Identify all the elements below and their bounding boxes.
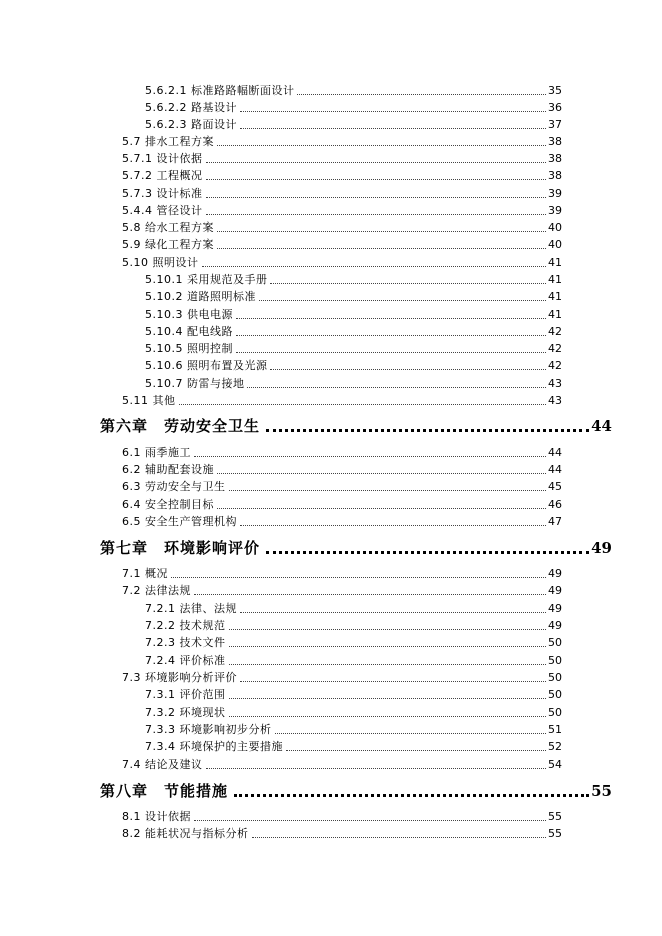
dot-leader bbox=[179, 394, 547, 405]
dot-leader bbox=[194, 446, 546, 457]
toc-entry[interactable] bbox=[145, 377, 562, 391]
toc-entry[interactable] bbox=[122, 758, 562, 772]
toc-entry-label: 7.2.4 评价标准 bbox=[145, 654, 226, 667]
toc-page-number: 41 bbox=[548, 256, 562, 269]
toc-entry[interactable] bbox=[145, 118, 562, 132]
toc-page-number: 50 bbox=[548, 654, 562, 667]
toc-entry-label: 5.7.3 设计标准 bbox=[122, 187, 203, 200]
toc-page-number: 47 bbox=[548, 515, 562, 528]
toc-entry[interactable] bbox=[122, 187, 562, 201]
toc-entry-label: 7.1 概况 bbox=[122, 567, 168, 580]
dot-leader bbox=[229, 688, 547, 699]
toc-page-number: 55 bbox=[591, 782, 612, 800]
toc-entry-label: 7.2.2 技术规范 bbox=[145, 619, 226, 632]
toc-page-number: 40 bbox=[548, 221, 562, 234]
toc-entry-label: 6.4 安全控制目标 bbox=[122, 498, 214, 511]
toc-entry[interactable] bbox=[122, 480, 562, 494]
toc-entry[interactable] bbox=[122, 671, 562, 685]
toc-entry[interactable] bbox=[145, 740, 562, 754]
dot-leader bbox=[229, 619, 547, 630]
toc-entry[interactable] bbox=[122, 827, 562, 841]
dot-leader bbox=[240, 101, 546, 112]
toc-page-number: 45 bbox=[548, 480, 562, 493]
toc-page-number: 42 bbox=[548, 342, 562, 355]
toc-entry-label: 8.1 设计依据 bbox=[122, 810, 191, 823]
toc-entry[interactable] bbox=[122, 204, 562, 218]
toc-page-number: 44 bbox=[548, 446, 562, 459]
toc-page-number: 38 bbox=[548, 169, 562, 182]
toc-entry-label: 5.7.1 设计依据 bbox=[122, 152, 203, 165]
toc-entry[interactable] bbox=[122, 446, 562, 460]
toc-entry[interactable] bbox=[145, 308, 562, 322]
dot-leader bbox=[229, 480, 547, 491]
dot-leader bbox=[240, 602, 546, 613]
toc-entry-label: 5.10 照明设计 bbox=[122, 256, 199, 269]
dot-leader bbox=[217, 463, 546, 474]
dot-leader bbox=[236, 308, 546, 319]
toc-entry[interactable] bbox=[122, 584, 562, 598]
dot-leader bbox=[206, 204, 547, 215]
toc-entry-label: 6.1 雨季施工 bbox=[122, 446, 191, 459]
toc-page-number: 50 bbox=[548, 706, 562, 719]
toc-entry-label: 5.6.2.3 路面设计 bbox=[145, 118, 237, 131]
toc-page-number: 49 bbox=[548, 619, 562, 632]
dot-leader bbox=[252, 827, 547, 838]
toc-page-number: 55 bbox=[548, 810, 562, 823]
toc-entry[interactable] bbox=[122, 498, 562, 512]
toc-entry[interactable] bbox=[145, 84, 562, 98]
dot-leader bbox=[266, 538, 589, 554]
toc-page-number: 46 bbox=[548, 498, 562, 511]
toc-entry-label: 8.2 能耗状况与指标分析 bbox=[122, 827, 249, 840]
toc-page-number: 35 bbox=[548, 84, 562, 97]
toc-entry-label: 7.4 结论及建议 bbox=[122, 758, 203, 771]
toc-page-number: 41 bbox=[548, 273, 562, 286]
toc-entry[interactable] bbox=[145, 619, 562, 633]
toc-entry[interactable] bbox=[145, 342, 562, 356]
toc-page-number: 36 bbox=[548, 101, 562, 114]
toc-entry-label: 7.3.4 环境保护的主要措施 bbox=[145, 740, 283, 753]
toc-entry-label: 6.3 劳动安全与卫生 bbox=[122, 480, 226, 493]
dot-leader bbox=[217, 221, 546, 232]
dot-leader bbox=[240, 515, 546, 526]
dot-leader bbox=[206, 758, 547, 769]
toc-entry[interactable] bbox=[122, 169, 562, 183]
toc-entry-label: 5.10.3 供电电源 bbox=[145, 308, 233, 321]
toc-entry[interactable] bbox=[122, 810, 562, 824]
toc-chapter-entry[interactable] bbox=[100, 781, 612, 801]
toc-entry[interactable] bbox=[145, 636, 562, 650]
toc-entry-label: 5.10.1 采用规范及手册 bbox=[145, 273, 268, 286]
toc-entry-label: 5.6.2.2 路基设计 bbox=[145, 101, 237, 114]
toc-entry-label: 5.4.4 管径设计 bbox=[122, 204, 203, 217]
toc-entry[interactable] bbox=[145, 654, 562, 668]
toc-entry[interactable] bbox=[122, 567, 562, 581]
toc-entry-label: 6.5 安全生产管理机构 bbox=[122, 515, 237, 528]
toc-entry[interactable] bbox=[145, 602, 562, 616]
dot-leader bbox=[270, 273, 546, 284]
toc-page-number: 44 bbox=[591, 417, 612, 435]
toc-page-number: 54 bbox=[548, 758, 562, 771]
toc-entry-label: 第六章 劳动安全卫生 bbox=[100, 417, 261, 435]
toc-entry-label: 5.10.7 防雷与接地 bbox=[145, 377, 245, 390]
toc-entry-label: 7.2.1 法律、法规 bbox=[145, 602, 237, 615]
toc-entry-label: 5.10.6 照明布置及光源 bbox=[145, 359, 268, 372]
dot-leader bbox=[234, 781, 589, 797]
toc-page-number: 49 bbox=[548, 567, 562, 580]
toc-page-number: 39 bbox=[548, 204, 562, 217]
toc-entry[interactable] bbox=[145, 359, 562, 373]
toc-page-number: 50 bbox=[548, 671, 562, 684]
dot-leader bbox=[217, 238, 546, 249]
toc-page-number: 42 bbox=[548, 359, 562, 372]
dot-leader bbox=[259, 290, 546, 301]
toc-entry[interactable] bbox=[145, 273, 562, 287]
toc-page-number: 44 bbox=[548, 463, 562, 476]
toc-page-number: 51 bbox=[548, 723, 562, 736]
toc-page-number: 52 bbox=[548, 740, 562, 753]
toc-entry-label: 7.2 法律法规 bbox=[122, 584, 191, 597]
toc-page-number: 49 bbox=[548, 602, 562, 615]
dot-leader bbox=[194, 584, 546, 595]
toc-entry[interactable] bbox=[122, 135, 562, 149]
dot-leader bbox=[206, 169, 547, 180]
dot-leader bbox=[206, 152, 547, 163]
toc-entry[interactable] bbox=[145, 688, 562, 702]
dot-leader bbox=[270, 359, 546, 370]
dot-leader bbox=[297, 84, 546, 95]
toc-entry[interactable] bbox=[122, 256, 562, 270]
toc-entry[interactable] bbox=[122, 463, 562, 477]
toc-entry-label: 7.3 环境影响分析评价 bbox=[122, 671, 237, 684]
toc-entry-label: 第八章 节能措施 bbox=[100, 782, 229, 800]
toc-chapter-entry[interactable] bbox=[100, 416, 612, 436]
toc-entry-label: 5.9 绿化工程方案 bbox=[122, 238, 214, 251]
toc-page-number: 38 bbox=[548, 152, 562, 165]
toc-page-number: 41 bbox=[548, 308, 562, 321]
toc-entry-label: 5.11 其他 bbox=[122, 394, 176, 407]
toc-entry-label: 5.7 排水工程方案 bbox=[122, 135, 214, 148]
toc-entry-label: 5.10.4 配电线路 bbox=[145, 325, 233, 338]
dot-leader bbox=[217, 498, 546, 509]
toc-entry[interactable] bbox=[145, 325, 562, 339]
dot-leader bbox=[206, 187, 547, 198]
toc-entry-label: 5.10.5 照明控制 bbox=[145, 342, 233, 355]
toc-entry[interactable] bbox=[122, 238, 562, 252]
dot-leader bbox=[247, 377, 546, 388]
toc-entry-label: 7.2.3 技术文件 bbox=[145, 636, 226, 649]
toc-entry[interactable] bbox=[122, 515, 562, 529]
toc-page-number: 42 bbox=[548, 325, 562, 338]
toc-entry-label: 第七章 环境影响评价 bbox=[100, 539, 261, 557]
dot-leader bbox=[266, 416, 589, 432]
toc-page-number: 55 bbox=[548, 827, 562, 840]
toc-entry[interactable] bbox=[122, 152, 562, 166]
toc-entry[interactable] bbox=[145, 101, 562, 115]
toc-entry[interactable] bbox=[145, 290, 562, 304]
toc-page-number: 39 bbox=[548, 187, 562, 200]
dot-leader bbox=[229, 636, 547, 647]
toc-entry-label: 5.10.2 道路照明标准 bbox=[145, 290, 256, 303]
toc-page-number: 41 bbox=[548, 290, 562, 303]
toc-page-number: 37 bbox=[548, 118, 562, 131]
dot-leader bbox=[202, 256, 547, 267]
toc-entry-label: 5.7.2 工程概况 bbox=[122, 169, 203, 182]
toc-entry[interactable] bbox=[122, 394, 562, 408]
dot-leader bbox=[171, 567, 546, 578]
toc-page-number: 43 bbox=[548, 377, 562, 390]
toc-entry-label: 7.3.2 环境现状 bbox=[145, 706, 226, 719]
toc-page-number: 38 bbox=[548, 135, 562, 148]
toc-entry-label: 7.3.3 环境影响初步分析 bbox=[145, 723, 272, 736]
toc-entry[interactable] bbox=[145, 723, 562, 737]
toc-entry-label: 5.8 给水工程方案 bbox=[122, 221, 214, 234]
toc-page-number: 43 bbox=[548, 394, 562, 407]
dot-leader bbox=[236, 342, 546, 353]
dot-leader bbox=[240, 671, 546, 682]
dot-leader bbox=[236, 325, 546, 336]
toc-page-number: 49 bbox=[548, 584, 562, 597]
dot-leader bbox=[240, 118, 546, 129]
toc-entry[interactable] bbox=[122, 221, 562, 235]
dot-leader bbox=[194, 810, 546, 821]
toc-page-number: 50 bbox=[548, 688, 562, 701]
dot-leader bbox=[229, 654, 547, 665]
toc-page-number: 40 bbox=[548, 238, 562, 251]
dot-leader bbox=[275, 723, 547, 734]
dot-leader bbox=[229, 706, 547, 717]
toc-page-number: 50 bbox=[548, 636, 562, 649]
toc-page-number: 49 bbox=[591, 539, 612, 557]
toc-entry-label: 7.3.1 评价范围 bbox=[145, 688, 226, 701]
toc-entry[interactable] bbox=[145, 706, 562, 720]
toc-entry-label: 5.6.2.1 标准路路幅断面设计 bbox=[145, 84, 295, 97]
toc-chapter-entry[interactable] bbox=[100, 538, 612, 558]
toc-entry-label: 6.2 辅助配套设施 bbox=[122, 463, 214, 476]
dot-leader bbox=[217, 135, 546, 146]
dot-leader bbox=[286, 740, 546, 751]
